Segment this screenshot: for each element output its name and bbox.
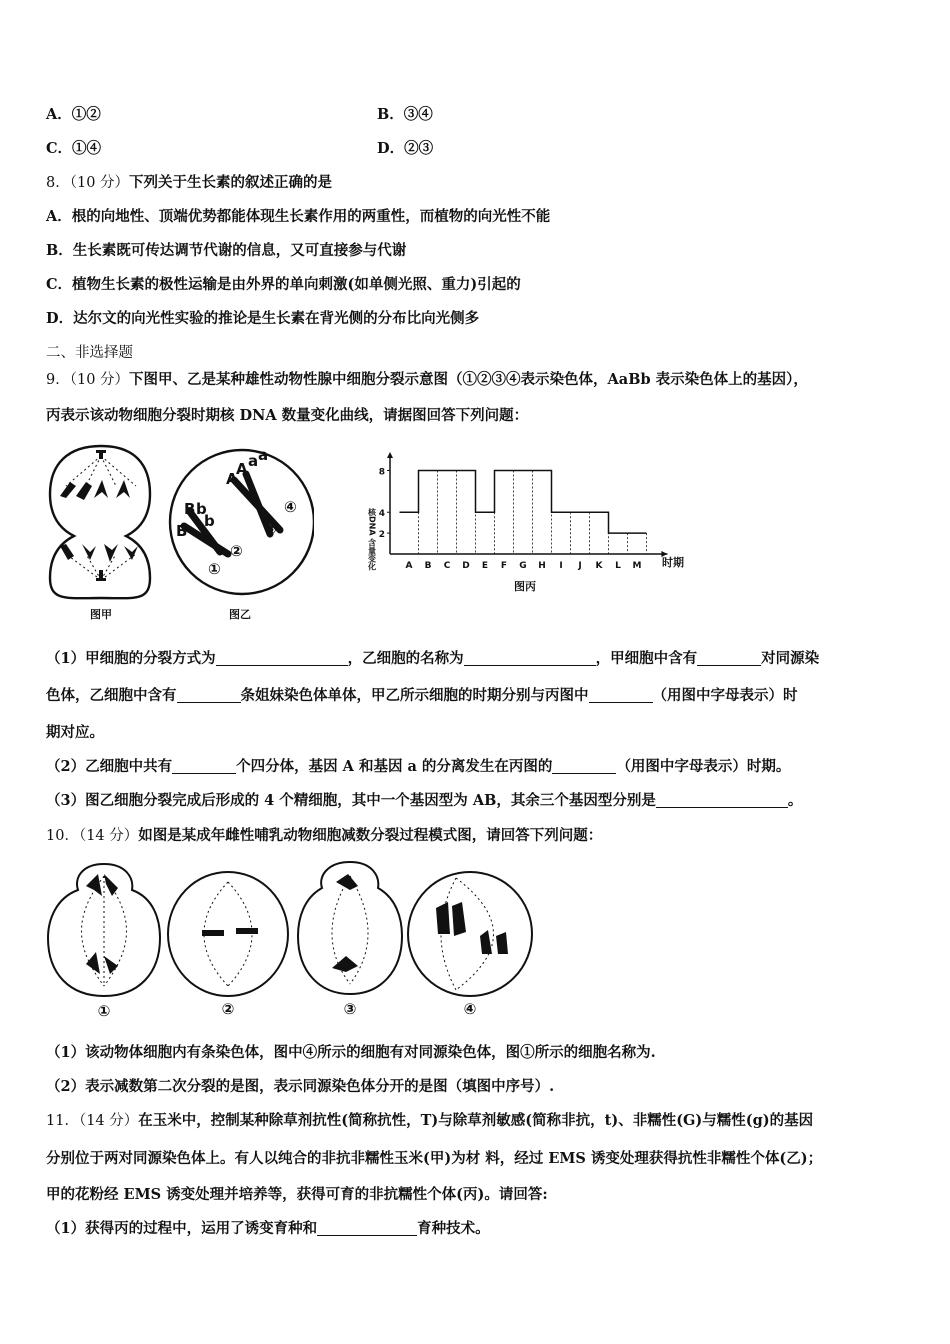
q9-part1-text-a: （1）甲细胞的分裂方式为 <box>46 650 216 667</box>
q10-part2: （2）表示减数第二次分裂的是图，表示同源染色体分开的是图（填图中序号）. <box>46 1078 555 1095</box>
q7-option-b: B．③④ <box>377 106 433 123</box>
chromosome-label: ① <box>208 560 221 578</box>
q9-part3-text-b: 。 <box>787 792 803 809</box>
x-tick-label: E <box>481 561 489 571</box>
x-tick-label: L <box>615 561 621 571</box>
q11-part1 <box>46 1217 490 1238</box>
answer-blank[interactable] <box>317 1221 417 1237</box>
x-tick-label: A <box>405 561 413 571</box>
cell-3 <box>298 862 402 994</box>
q10-stem <box>46 824 602 845</box>
x-tick-label: K <box>595 561 603 571</box>
chart-y-ticks <box>379 467 390 540</box>
q11-number: 11． <box>46 1113 79 1129</box>
figure-bing-chart <box>360 450 700 600</box>
q8-option-a: A．根的向地性、顶端优势都能体现生长素作用的两重性，而植物的向光性不能 <box>46 208 551 225</box>
answer-blank[interactable] <box>216 651 348 667</box>
q9-part1-line3: 期对应。 <box>46 724 104 741</box>
q9-part1-text-d: 对同源染 <box>761 650 820 667</box>
gene-label: B <box>184 500 196 518</box>
x-tick-label: H <box>538 561 546 571</box>
q9-part3 <box>46 789 802 810</box>
answer-blank[interactable] <box>656 793 788 809</box>
chromosome-label: ④ <box>284 498 297 516</box>
q11-line3: 甲的花粉经 EMS 诱变处理并培养等，获得可育的非抗糯性个体(丙)。请回答: <box>46 1186 548 1203</box>
x-tick-label: F <box>500 561 508 571</box>
q9-number: 9． <box>46 372 70 388</box>
chart-title: 图丙 <box>514 580 536 593</box>
q11-line1-text: 在玉米中，控制某种除草剂抗性(简称抗性，T)与除草剂敏感(简称非抗，t)、非糯性(G)与糯性(g)的基因 <box>138 1112 814 1129</box>
q9-part1-text-c: ，甲细胞中含有 <box>595 650 698 667</box>
figure-yi-label: 图乙 <box>229 608 251 621</box>
q11-line2: 分别位于两对同源染色体上。有人以纯合的非抗非糯性玉米(甲)为材 料，经过 EMS 诱变处理获得抗性非糯性个体(乙)； <box>46 1150 823 1167</box>
q9-part1-text-f: 条姐妹染色体单体，甲乙所示细胞的时期分别与丙图中 <box>240 687 589 704</box>
q9-part1-line1 <box>46 647 819 668</box>
q9-score: （10 分） <box>69 372 130 388</box>
y-tick-label: 2 <box>378 530 385 541</box>
chart-axes <box>387 452 667 557</box>
gene-label: B <box>176 522 188 540</box>
x-tick-label: D <box>462 561 470 571</box>
cell-label: ② <box>221 1000 235 1018</box>
chart-x-ticks <box>406 561 642 571</box>
x-tick-label: M <box>632 561 642 571</box>
q9-stem-line2: 丙表示该动物细胞分裂时期核 DNA 数量变化曲线，请据图回答下列问题： <box>46 407 529 424</box>
figure-jia <box>46 442 156 624</box>
x-tick-label: J <box>578 561 582 571</box>
answer-blank[interactable] <box>552 759 616 775</box>
gene-label: A <box>226 470 238 488</box>
q7-option-a: A．①② <box>46 106 101 123</box>
answer-blank[interactable] <box>172 759 236 775</box>
q9-part1-text-e: 色体，乙细胞中含有 <box>46 687 177 704</box>
q9-part3-text-a: （3）图乙细胞分裂完成后形成的 4 个精细胞，其中一个基因型为 AB，其余三个基因型分别是 <box>46 792 656 809</box>
section-heading: 二、非选择题 <box>46 345 133 361</box>
q8-score: （10 分） <box>69 175 130 191</box>
cell-label: ① <box>97 1002 111 1020</box>
chart-x-label: 时期 <box>662 556 684 569</box>
cell-1 <box>48 864 160 996</box>
answer-blank[interactable] <box>589 688 653 704</box>
q10-stem-text: 如图是某成年雌性哺乳动物细胞减数分裂过程模式图，请回答下列问题： <box>138 827 603 844</box>
q9-part2-text-c: （用图中字母表示）时期。 <box>616 758 791 775</box>
cell-label: ④ <box>463 1000 477 1018</box>
q10-figure <box>46 856 546 1020</box>
y-tick-label: 4 <box>378 509 385 520</box>
q10-number: 10． <box>46 828 79 844</box>
q9-part2-text-a: （2）乙细胞中共有 <box>46 758 173 775</box>
chromosome-label: ③ <box>264 520 277 538</box>
q11-part1-text-b: 育种技术。 <box>417 1220 490 1237</box>
q11-score: （14 分） <box>78 1113 139 1129</box>
q9-part2-text-b: 个四分体，基因 A 和基因 a 的分离发生在丙图的 <box>236 758 553 775</box>
q8-number: 8． <box>46 175 70 191</box>
x-tick-label: I <box>559 561 563 571</box>
chart-dashed-lines <box>419 470 647 554</box>
y-axis-arrow <box>387 452 393 458</box>
q7-option-d: D．②③ <box>377 140 434 157</box>
q8-stem <box>46 171 332 192</box>
gene-label: a <box>248 452 259 470</box>
q8-option-d: D．达尔文的向光性实验的推论是生长素在背光侧的分布比向光侧多 <box>46 310 480 327</box>
q9-stem-text: 下图甲、乙是某种雄性动物性腺中细胞分裂示意图（①②③④表示染色体，AaBb 表示染色体上的基因）， <box>129 371 808 388</box>
q8-stem-text: 下列关于生长素的叙述正确的是 <box>129 174 333 191</box>
chromosome-label: ② <box>230 542 243 560</box>
q9-part1-text-g: （用图中字母表示）时 <box>652 687 798 704</box>
x-tick-label: G <box>519 561 527 571</box>
q9-part2 <box>46 755 790 776</box>
chart-y-label: 核DNA 含量变化 <box>367 508 377 571</box>
cell-label: ③ <box>343 1000 357 1018</box>
q7-option-c: C．①④ <box>46 140 102 157</box>
q10-score: （14 分） <box>78 828 139 844</box>
q10-part1: （1）该动物体细胞内有条染色体，图中④所示的细胞有对同源染色体，图①所示的细胞名称为. <box>46 1044 656 1061</box>
dna-content-line <box>400 470 647 533</box>
gene-label: b <box>196 500 207 518</box>
x-tick-label: C <box>443 561 451 571</box>
q11-line1 <box>46 1109 813 1130</box>
cell-4 <box>408 872 532 996</box>
gene-label: a <box>258 446 269 464</box>
cell-2 <box>168 872 288 996</box>
figure-jia-label: 图甲 <box>90 608 112 621</box>
q9-part1-text-b: ，乙细胞的名称为 <box>347 650 464 667</box>
answer-blank[interactable] <box>464 651 596 667</box>
answer-blank[interactable] <box>177 688 241 704</box>
x-tick-label: B <box>424 561 432 571</box>
chart-series <box>400 470 647 533</box>
q9-part1-line2 <box>46 684 798 705</box>
figure-yi <box>164 442 314 624</box>
q8-option-c: C．植物生长素的极性运输是由外界的单向刺激(如单侧光照、重力)引起的 <box>46 276 521 293</box>
q9-stem-line1 <box>46 368 808 389</box>
answer-blank[interactable] <box>697 651 761 667</box>
y-tick-label: 8 <box>378 467 385 478</box>
q11-part1-text-a: （1）获得丙的过程中，运用了诱变育种和 <box>46 1220 318 1237</box>
gene-label: A <box>236 460 248 478</box>
gene-label: b <box>204 512 215 530</box>
q8-option-b: B．生长素既可传达调节代谢的信息，又可直接参与代谢 <box>46 242 407 259</box>
